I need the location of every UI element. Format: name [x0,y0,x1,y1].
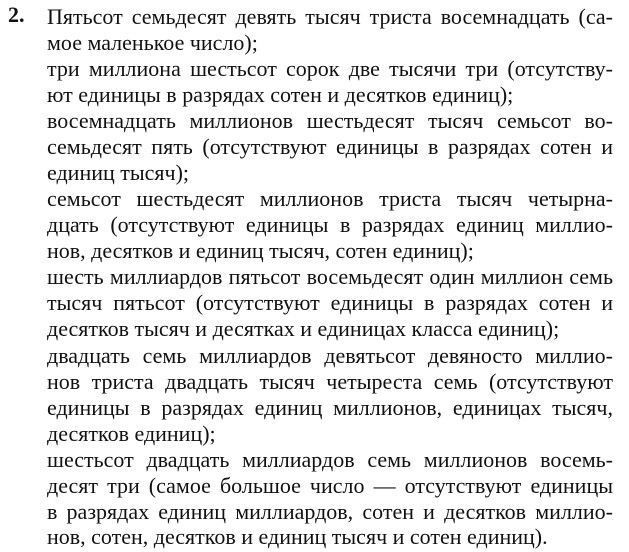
paragraph-1-line-1: Пятьсот семьдесят девять тысяч триста восемнадцать (са- [47,4,613,29]
paragraph-4-line-2: дцать (отсутствуют единицы в разрядах единиц миллио- [47,212,613,237]
paragraph-3-line-2: семьдесят пять (отсутствуют единицы в разрядах сотен и [47,134,613,159]
paragraph-7-line-2: десят три (самое большое число — отсутствуют единицы [47,473,613,498]
paragraph-3-line-3: единиц тысяч); [47,160,190,185]
paragraph-4-line-3: нов, десятков и единиц тысяч, сотен единиц); [47,238,474,263]
paragraph-5-line-3: десятков тысяч и десятках и единицах класса единиц); [47,316,560,341]
paragraph-5-line-2: тысяч пятьсот (отсутствуют единицы в разрядах сотен и [47,290,613,315]
paragraph-7-line-3: в разрядах единиц миллиардов, сотен и десятков миллио- [47,499,613,524]
paragraph-7-line-4: нов, сотен, десятков и единиц тысяч и сотен единиц). [47,524,548,549]
paragraph-6-line-2: нов триста двадцать тысяч четыреста семь (отсутствуют [47,369,613,394]
paragraph-6-line-4: десятков единиц); [47,421,216,446]
paragraph-5-line-1: шесть миллиардов пятьсот восемьдесят один миллион семь [47,264,613,289]
item-number: 2. [8,2,25,27]
paragraph-7-line-1: шестьсот двадцать миллиардов семь миллионов восемь- [47,447,613,472]
paragraph-6-line-1: двадцать семь миллиардов девятьсот девяносто миллио- [47,343,613,368]
paragraph-4-line-1: семьсот шестьдесят миллионов триста тысяч четырна- [47,186,613,211]
paragraph-3-line-1: восемнадцать миллионов шестьдесят тысяч семьсот во- [47,108,613,133]
paragraph-2-line-1: три миллиона шестьсот сорок две тысячи три (отсутству- [47,56,613,81]
paragraph-6-line-3: единицы в разрядах единиц миллионов, единицах тысяч, [47,395,613,420]
paragraph-1-line-2: мое маленькое число); [47,30,258,55]
paragraph-2-line-2: ют единицы в разрядах сотен и десятков единиц); [47,82,514,107]
